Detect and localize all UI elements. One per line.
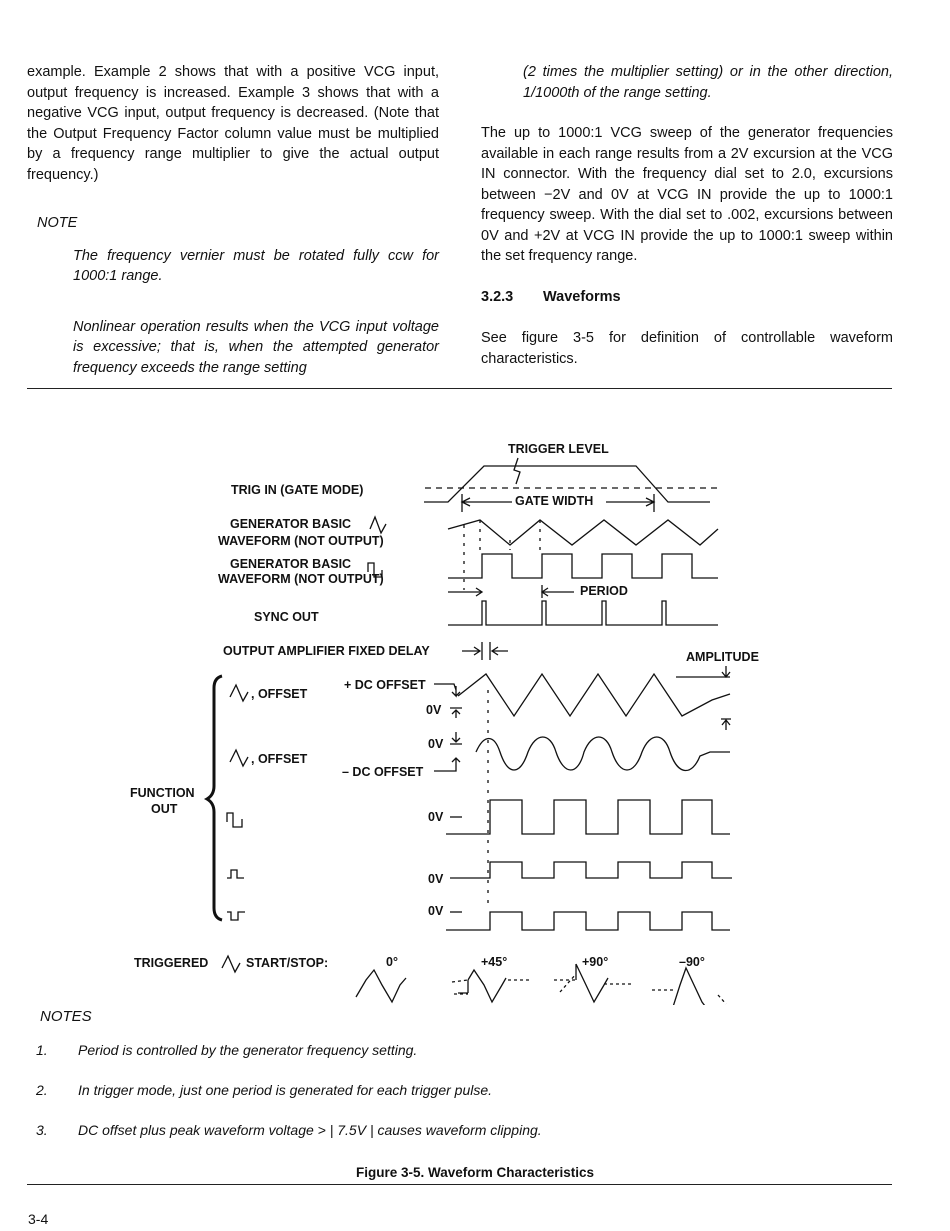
note-text: Period is controlled by the generator frequency setting. — [78, 1042, 418, 1058]
section-heading — [481, 287, 893, 308]
gen-basic-sq-label: GENERATOR BASIC — [230, 557, 352, 571]
note-number: 1. — [36, 1042, 48, 1058]
phase-90-label: +90° — [582, 955, 609, 969]
waveform-figure — [0, 395, 950, 1005]
note-heading: NOTE — [37, 215, 78, 231]
phase-m90-label: –90° — [679, 955, 705, 969]
note-number: 2. — [36, 1082, 48, 1098]
inverted-pulse-icon — [227, 912, 245, 920]
gen-basic-tri-label-2: WAVEFORM (NOT OUTPUT) — [218, 534, 384, 548]
delay-arrow — [462, 642, 508, 660]
function-label-2: OUT — [151, 802, 178, 816]
period-arrow — [448, 585, 574, 598]
phase-45-dashes — [452, 980, 530, 994]
zero-volt-label: 0V — [428, 810, 444, 824]
phase-0-waveform — [356, 970, 406, 1002]
phase-90-dashes — [554, 974, 632, 992]
zero-volt-label: 0V — [428, 737, 444, 751]
amplitude-arrow-top — [722, 666, 730, 677]
sine-offset-waveform — [476, 737, 730, 771]
phase-90-waveform — [576, 964, 608, 1002]
section-title: Waveforms — [543, 288, 621, 305]
generator-square-waveform — [448, 554, 718, 578]
zero-volt-marker-1 — [450, 708, 462, 718]
body-paragraph: The up to 1000:1 VCG sweep of the generator frequencies available in each range results from a 2V excursion at the VCG IN connector. With the frequency dial set to 2.0, excursions between −2V and 0V at VCG IN provide the up to 1000:1 frequency sweep. With the dial set to .002, excursions between 0V and +2V at VCG IN provide the up to 1000:1 sweep within the set frequency range. — [481, 125, 893, 264]
triangle-wave-icon — [370, 517, 386, 533]
divider-rule — [27, 1184, 892, 1185]
note-continuation: (2 times the multiplier setting) or in the other direction, 1/1000th of the range setting. — [523, 64, 893, 101]
amplitude-label: AMPLITUDE — [686, 650, 759, 664]
pulse-function-waveform — [450, 862, 732, 878]
phase-m90-dashes — [652, 990, 726, 1004]
triangle-offset-waveform — [458, 674, 730, 716]
minus-offset-leader — [434, 758, 460, 771]
function-label: FUNCTION — [130, 786, 195, 800]
triggered-label-2: START/STOP: — [246, 956, 329, 970]
offset-label-2: , OFFSET — [251, 752, 308, 766]
gate-width-label: GATE WIDTH — [515, 494, 594, 508]
phase-45-label: +45° — [481, 955, 508, 969]
left-column — [27, 62, 439, 378]
alignment-dashes — [464, 520, 540, 590]
notes-heading: NOTES — [40, 1008, 92, 1025]
zero-volt-marker-2 — [450, 732, 462, 744]
zero-volt-label: 0V — [428, 904, 444, 918]
gen-basic-sq-label-2: WAVEFORM (NOT OUTPUT) — [218, 572, 384, 586]
minus-offset-label: – DC OFFSET — [342, 765, 424, 779]
gen-basic-tri-label: GENERATOR BASIC — [230, 517, 352, 531]
divider-rule — [27, 388, 892, 389]
triggered-label: TRIGGERED — [134, 956, 209, 970]
trigger-level-label: TRIGGER LEVEL — [508, 442, 609, 456]
triangle-wave-icon — [222, 956, 240, 972]
phase-0-label: 0° — [386, 955, 398, 969]
note-paragraph: Nonlinear operation results when the VCG input voltage is excessive; that is, when the attempted generator frequency exceeds the range setting — [73, 318, 439, 376]
zero-volt-label: 0V — [428, 872, 444, 886]
period-label: PERIOD — [580, 584, 628, 598]
page-number: 3-4 — [28, 1211, 49, 1227]
function-brace — [207, 676, 222, 920]
note-text: In trigger mode, just one period is generated for each trigger pulse. — [78, 1082, 493, 1098]
zero-volt-label: 0V — [426, 703, 442, 717]
note-number: 3. — [36, 1122, 48, 1138]
inverted-pulse-waveform — [446, 912, 730, 930]
note-text: DC offset plus peak waveform voltage > | 7.5V | causes waveform clipping. — [78, 1122, 542, 1138]
body-paragraph: See figure 3-5 for definition of controllable waveform characteristics. — [481, 330, 893, 367]
right-column — [481, 62, 893, 369]
trig-in-label: TRIG IN (GATE MODE) — [231, 483, 364, 497]
triangle-wave-icon — [230, 685, 248, 701]
phase-m90-waveform — [654, 968, 732, 1005]
plus-offset-label: + DC OFFSET — [344, 678, 426, 692]
figure-caption: Figure 3-5. Waveform Characteristics — [355, 1165, 595, 1180]
phase-45-waveform — [458, 970, 506, 1002]
generator-triangle-waveform — [448, 520, 718, 545]
trigger-level-arrow — [514, 458, 520, 484]
triangle-wave-icon — [230, 750, 248, 766]
body-paragraph: example. Example 2 shows that with a positive VCG input, output frequency is increased. Example 3 shows that with a negative VCG input, output frequency is decreased. (Note that the Output Frequency Factor column value must be multiplied by a frequency range multiplier to give the actual output frequency.) — [27, 64, 439, 183]
square-function-waveform — [446, 800, 730, 834]
sync-out-label: SYNC OUT — [254, 610, 319, 624]
square-wave-icon — [227, 813, 242, 827]
plus-offset-leader — [434, 684, 460, 696]
output-delay-label: OUTPUT AMPLIFIER FIXED DELAY — [223, 644, 430, 658]
section-number: 3.2.3 — [481, 288, 514, 305]
offset-label-1: , OFFSET — [251, 687, 308, 701]
sync-out-waveform — [448, 601, 718, 625]
amplitude-arrow-bottom — [721, 719, 731, 730]
pulse-wave-icon — [227, 870, 244, 878]
note-paragraph: The frequency vernier must be rotated fully ccw for 1000:1 range. — [73, 247, 439, 284]
